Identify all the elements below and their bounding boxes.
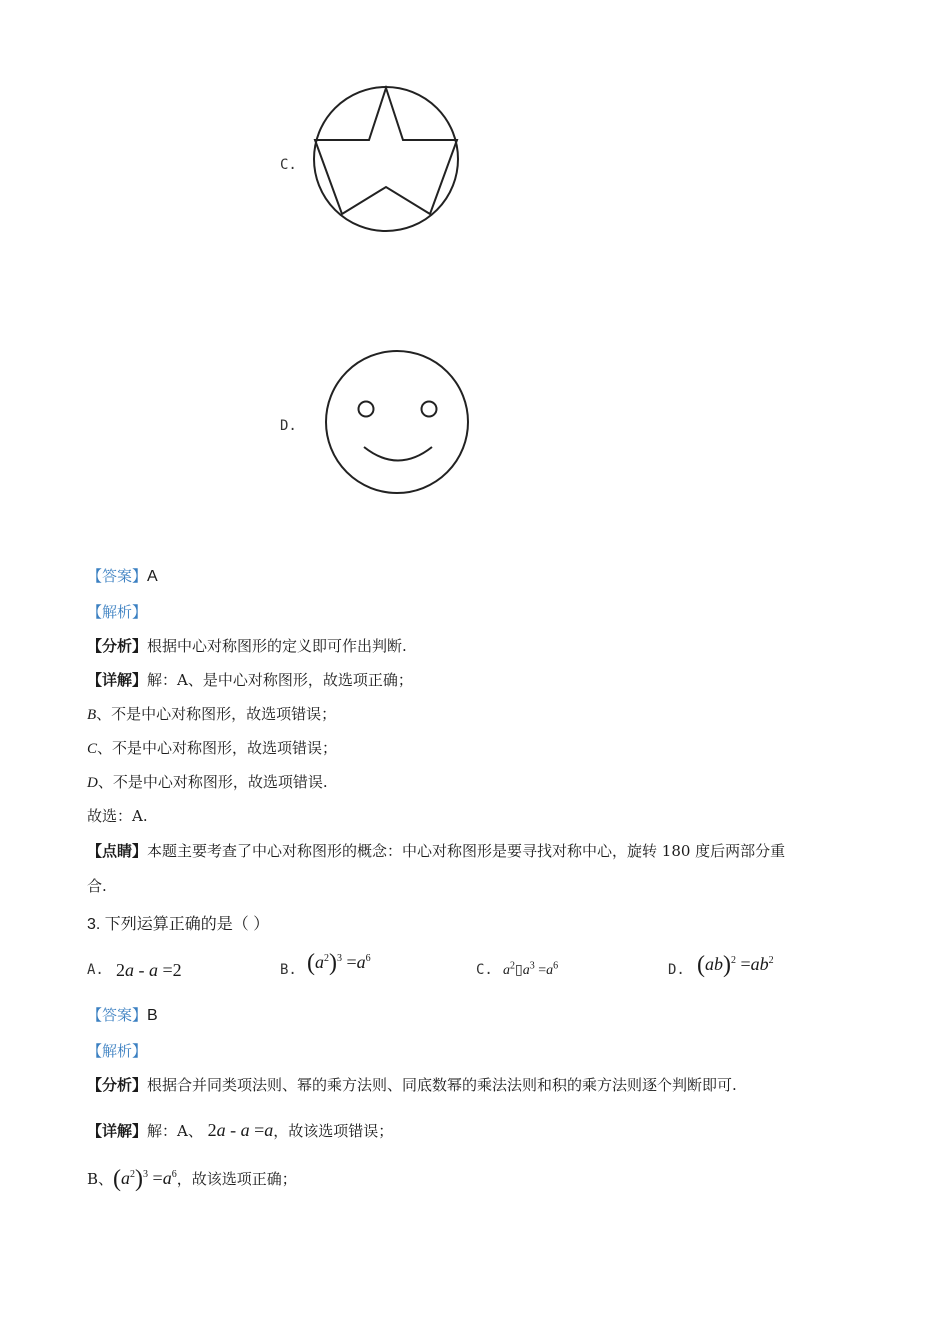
q2-b-line bbox=[87, 704, 336, 725]
q3-b-line bbox=[87, 1166, 297, 1192]
q3-xiangjie-formula: 2a - a =a bbox=[207, 1120, 274, 1140]
answer-value: A bbox=[147, 568, 158, 585]
q3-fenxi-tag: 【分析】 bbox=[87, 1076, 148, 1094]
smiley-face-figure bbox=[322, 348, 472, 498]
answer-tag: 【答案】 bbox=[87, 567, 148, 585]
xiangjie-text: 解：A、是中心对称图形，故选项正确； bbox=[147, 671, 413, 689]
q3-answer-tag: 【答案】 bbox=[87, 1006, 148, 1024]
q3-b-formula: $(a^2)^3 =a^6$ bbox=[113, 1166, 177, 1192]
q3-fenxi-line bbox=[87, 1075, 737, 1095]
q3-answer-value: B bbox=[147, 1007, 158, 1024]
star-in-circle-figure bbox=[305, 82, 467, 234]
q3-question: 3. 下列运算正确的是（ ） bbox=[87, 916, 270, 933]
option-d-label: D. bbox=[280, 418, 297, 434]
fenxi-text: 根据中心对称图形的定义即可作出判断. bbox=[147, 637, 407, 655]
q2-d-line bbox=[87, 772, 328, 793]
dianjing-text: 本题主要考查了中心对称图形的概念：中心对称图形是要寻找对称中心，旋转 180 度后两部分重 bbox=[147, 842, 786, 860]
fenxi-tag: 【分析】 bbox=[87, 637, 148, 655]
q3-option-c-label: C. bbox=[476, 962, 493, 978]
d-text: 、不是中心对称图形，故选项错误. bbox=[97, 773, 328, 791]
q3-b-prefix: B、 bbox=[87, 1170, 114, 1188]
q3-xiangjie-prefix: 解：A、 bbox=[147, 1122, 203, 1140]
q3-answer-line bbox=[87, 1005, 158, 1026]
q3-option-b-formula: $(a^2)^3 =a^6$ bbox=[307, 950, 371, 976]
b-letter: B bbox=[87, 707, 97, 723]
q2-analysis-tag: 【解析】 bbox=[87, 603, 148, 621]
q3-b-suffix: ，故该选项正确； bbox=[176, 1170, 297, 1188]
d-letter: D bbox=[87, 775, 98, 791]
q3-xiangjie-suffix: ，故该选项错误； bbox=[273, 1122, 394, 1140]
c-letter: C bbox=[87, 741, 98, 757]
q2-dianjing-line bbox=[87, 841, 785, 861]
q3-analysis-tag: 【解析】 bbox=[87, 1042, 148, 1060]
q3-fenxi-text: 根据合并同类项法则、幂的乘方法则、同底数幂的乘法法则和积的乘方法则逐个判断即可. bbox=[147, 1076, 737, 1094]
dianjing-tag: 【点睛】 bbox=[87, 842, 148, 860]
q2-fenxi-line bbox=[87, 636, 407, 656]
q3-option-d-formula: $(ab)^2 =ab^2$ bbox=[697, 952, 774, 978]
b-text: 、不是中心对称图形，故选项错误； bbox=[96, 705, 337, 723]
q3-option-b-label: B. bbox=[280, 962, 297, 978]
q3-option-c-formula: $a^2▯a^3 =a^6$ bbox=[503, 960, 559, 978]
q3-option-a-formula: 2a - a =2 bbox=[116, 960, 182, 980]
q2-answer-line bbox=[87, 566, 158, 587]
q3-xiangjie-tag: 【详解】 bbox=[87, 1122, 148, 1140]
q3-option-a-label: A. bbox=[87, 962, 104, 978]
q3-option-d-label: D. bbox=[668, 962, 685, 978]
q2-c-line bbox=[87, 738, 337, 759]
q2-dianjing-cont: 合. bbox=[87, 877, 107, 895]
q2-xiangjie-line bbox=[87, 670, 413, 690]
q3-xiangjie-line bbox=[87, 1120, 393, 1141]
option-c-label: C. bbox=[280, 157, 297, 173]
c-text: 、不是中心对称图形，故选项错误； bbox=[97, 739, 338, 757]
xiangjie-tag: 【详解】 bbox=[87, 671, 148, 689]
q2-choice-line: 故选：A. bbox=[87, 807, 148, 825]
